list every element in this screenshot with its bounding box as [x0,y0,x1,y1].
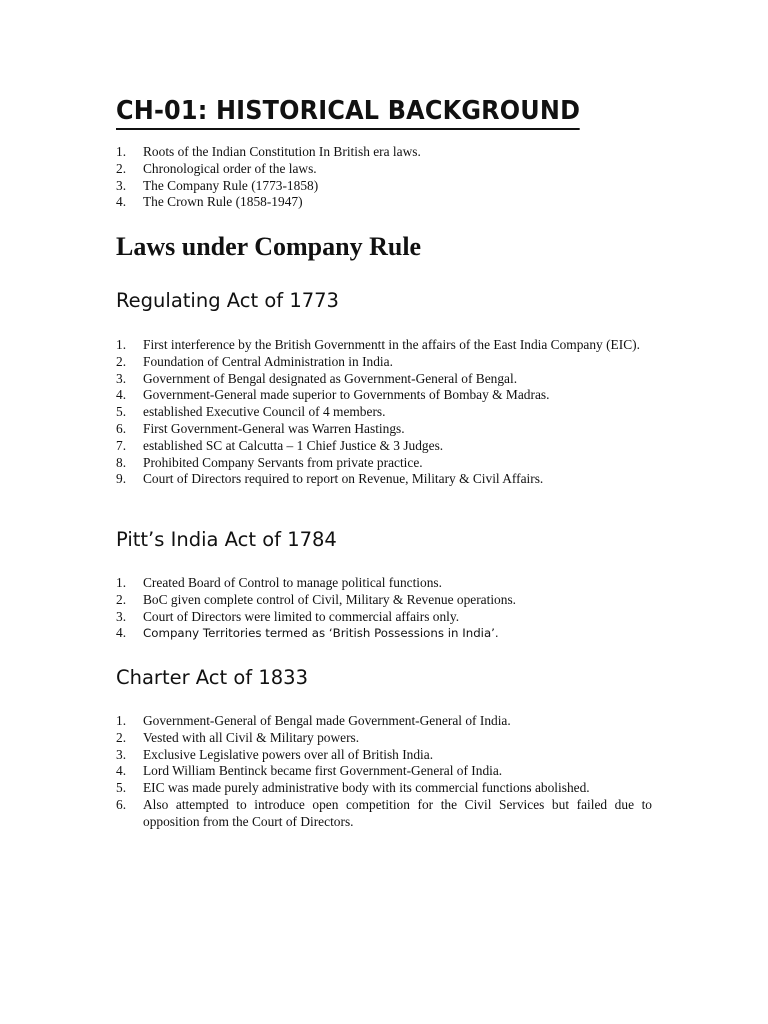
list-text: Government-General of Bengal made Government-General of India. [143,713,511,728]
list-number: 2. [116,729,127,745]
list-item [116,609,652,626]
list-number: 9. [116,471,127,487]
list-item [116,371,652,388]
list-text: Foundation of Central Administration in India. [143,353,393,369]
list-text: Prohibited Company Servants from private practice. [143,454,423,470]
list-item [116,438,652,455]
list-number: 1. [116,337,127,352]
list-number: 3. [116,608,127,624]
list-text: Exclusive Legislative powers over all of British India. [143,746,434,762]
list-item [116,421,652,438]
list-item [116,730,652,747]
list-number: 1. [116,575,127,590]
list-number: 2. [116,591,127,607]
subheading-charter-act: Charter Act of 1833 [116,666,308,689]
list-text: First interference by the British Governmentt in the affairs of the East India Company (EIC). [143,337,640,352]
list-text: Also attempted to introduce open competition for the Civil Services but failed due to opposition from the Court of Directors. [143,796,652,829]
regulating-act-list [116,337,652,488]
list-item [116,747,652,764]
list-text: Government of Bengal designated as Government-General of Bengal. [143,370,518,386]
list-number: 4. [116,763,127,779]
list-text: EIC was made purely administrative body with its commercial functions abolished. [143,780,590,796]
list-number: 5. [116,404,127,420]
list-number: 1. [116,713,127,728]
list-number: 4. [116,625,127,641]
subheading-pitts-act: Pitt’s India Act of 1784 [116,528,337,551]
list-number: 5. [116,780,127,796]
list-item [116,575,652,592]
list-text: First Government-General was Warren Hastings. [143,420,405,436]
pitts-act-list [116,575,652,642]
list-item [116,161,656,178]
list-text: BoC given complete control of Civil, Military & Revenue operations. [143,591,517,607]
list-text: Company Territories termed as ‘British Possessions in India’. [143,626,499,641]
list-number: 3. [116,177,127,193]
list-item [116,592,652,609]
list-item [116,471,652,488]
list-text: Roots of the Indian Constitution In British era laws. [143,144,421,159]
list-text: Lord William Bentinck became first Government-General of India. [143,763,503,779]
list-text: Chronological order of the laws. [143,160,317,176]
list-number: 4. [116,387,127,403]
list-number: 6. [116,796,127,812]
list-text: Court of Directors required to report on Revenue, Military & Civil Affairs. [143,471,544,487]
list-text: Created Board of Control to manage political functions. [143,575,442,590]
list-number: 7. [116,437,127,453]
list-item [116,625,652,642]
list-item [116,194,656,211]
list-item [116,354,652,371]
list-text: established Executive Council of 4 members. [143,404,386,420]
list-text: Vested with all Civil & Military powers. [143,729,360,745]
list-item [116,404,652,421]
charter-act-list [116,713,652,831]
list-text: Government-General made superior to Governments of Bombay & Madras. [143,387,550,403]
intro-list [116,144,656,211]
list-number: 6. [116,420,127,436]
list-number: 8. [116,454,127,470]
list-item [116,797,652,831]
list-text: Court of Directors were limited to commercial affairs only. [143,608,460,624]
list-item [116,780,652,797]
list-number: 2. [116,160,127,176]
list-item [116,178,656,195]
list-number: 4. [116,194,127,210]
list-item [116,455,652,472]
list-item [116,387,652,404]
subheading-regulating-act: Regulating Act of 1773 [116,289,339,312]
list-item [116,337,652,354]
list-number: 2. [116,353,127,369]
list-item [116,763,652,780]
section-heading-company-rule: Laws under Company Rule [116,232,422,261]
list-number: 3. [116,370,127,386]
list-number: 1. [116,144,127,159]
list-text: The Crown Rule (1858-1947) [143,194,303,210]
list-number: 3. [116,746,127,762]
list-item [116,144,656,161]
list-text: established SC at Calcutta – 1 Chief Justice & 3 Judges. [143,437,444,453]
list-item [116,713,652,730]
chapter-title: CH-01: HISTORICAL BACKGROUND [116,96,580,130]
list-text: The Company Rule (1773-1858) [143,177,319,193]
